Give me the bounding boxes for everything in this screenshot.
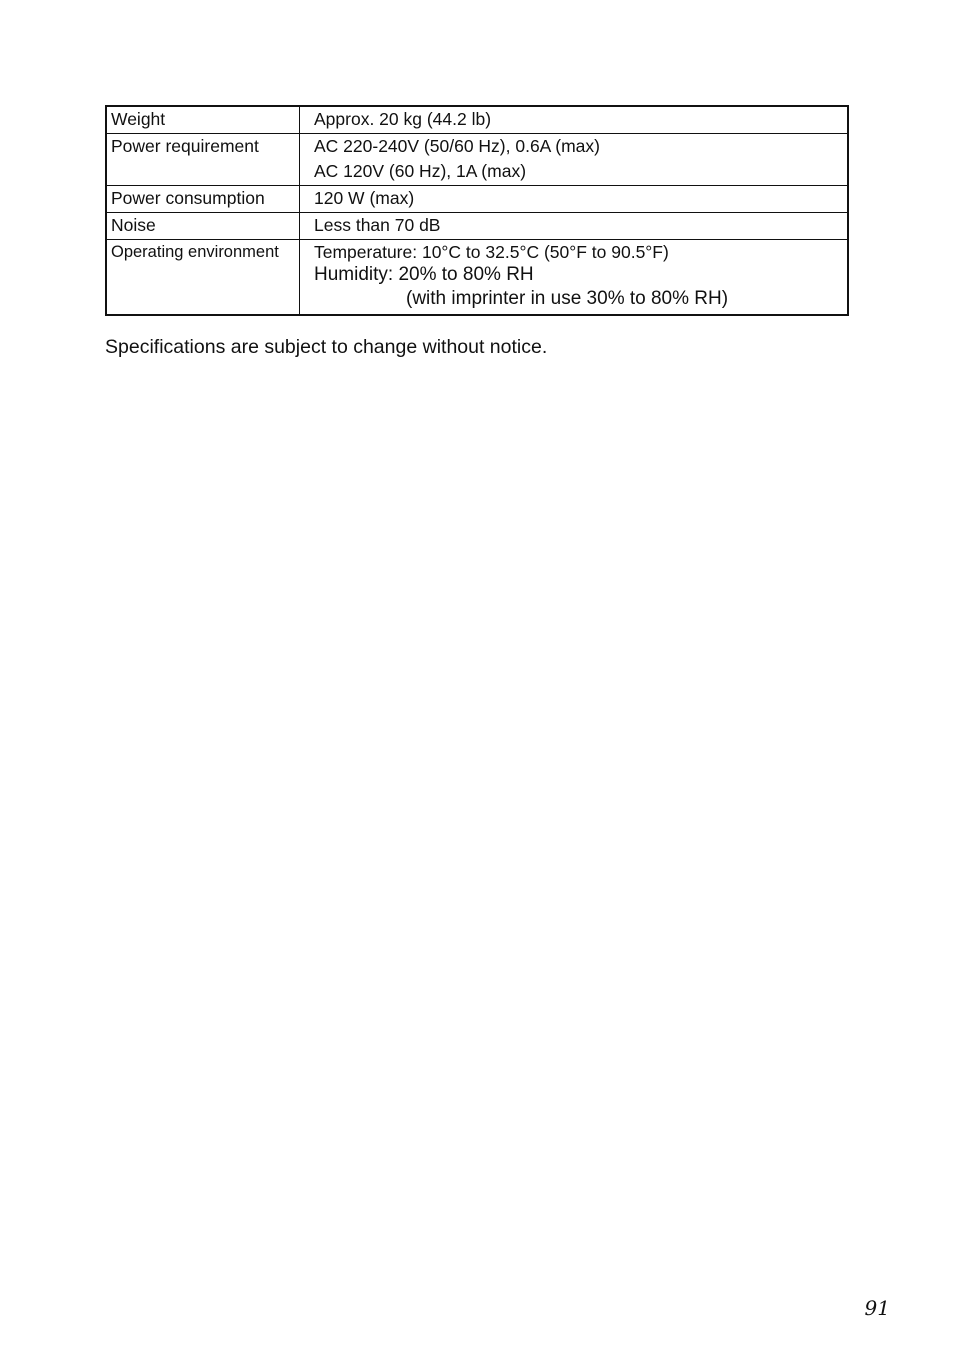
spec-label: Noise — [107, 213, 300, 239]
spec-row-power-requirement — [107, 133, 847, 185]
spec-value: AC 120V (60 Hz), 1A (max) — [314, 161, 527, 181]
page-number: 91 — [864, 1296, 890, 1320]
spec-row-power-consumption — [107, 185, 847, 212]
spec-value-humidity-imprinter: (with imprinter in use 30% to 80% RH) — [406, 288, 729, 309]
specifications-table — [105, 105, 849, 316]
spec-value-humidity: Humidity: 20% to 80% RH — [314, 264, 534, 285]
spec-row-noise — [107, 212, 847, 239]
spec-values — [300, 213, 847, 239]
spec-value: AC 220-240V (50/60 Hz), 0.6A (max) — [314, 136, 600, 156]
spec-values — [300, 107, 847, 133]
spec-row-weight — [107, 107, 847, 133]
specifications-notice: Specifications are subject to change without notice. — [105, 336, 548, 358]
spec-values — [300, 134, 847, 185]
spec-values — [300, 186, 847, 212]
spec-value: 120 W (max) — [314, 188, 415, 208]
spec-label: Power requirement — [107, 134, 300, 185]
spec-row-operating-environment — [107, 239, 847, 314]
spec-value-temperature: Temperature: 10°C to 32.5°C (50°F to 90.5°F) — [314, 242, 669, 262]
spec-value: Approx. 20 kg (44.2 lb) — [314, 109, 492, 129]
spec-label: Operating environment — [107, 240, 300, 314]
spec-label: Power consumption — [107, 186, 300, 212]
spec-values — [300, 240, 847, 314]
spec-value: Less than 70 dB — [314, 215, 441, 235]
spec-label: Weight — [107, 107, 300, 133]
